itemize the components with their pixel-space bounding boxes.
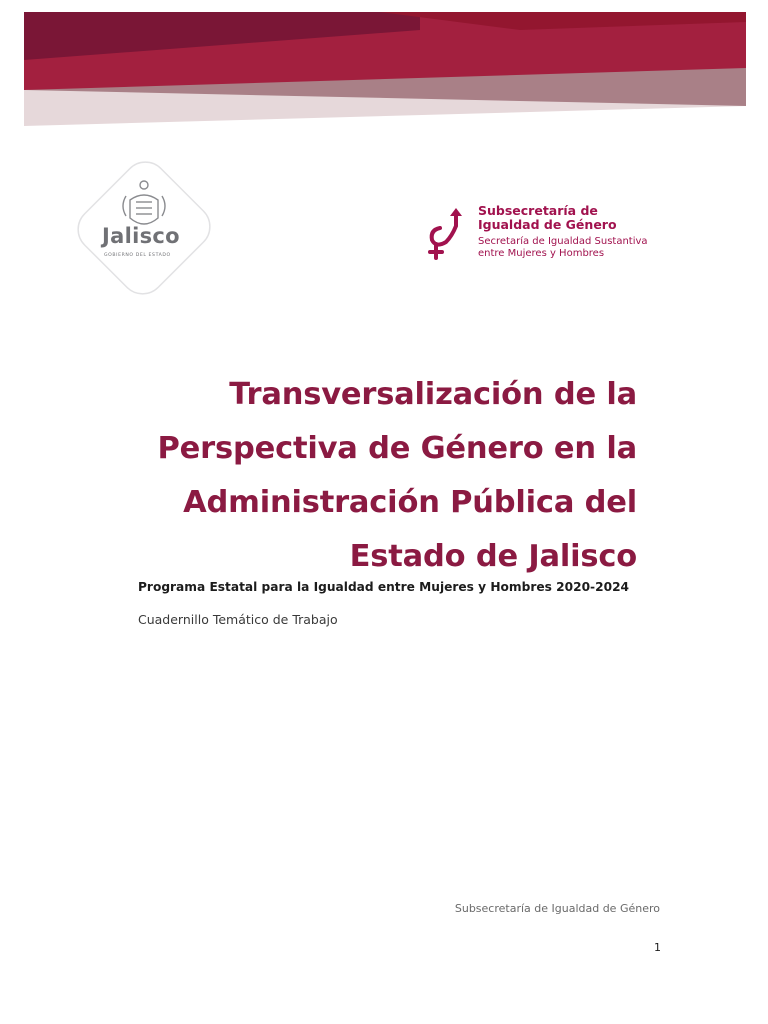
jalisco-logo-subtitle: GOBIERNO DEL ESTADO	[104, 253, 171, 258]
subsecretaria-logo	[478, 204, 678, 260]
document-title	[158, 368, 637, 584]
title-line-2: Perspectiva de Género en la	[157, 431, 637, 466]
title-line-1: Transversalización de la	[229, 377, 637, 412]
page-number: 1	[654, 941, 661, 954]
subsecretaria-line3: Secretaría de Igualdad Sustantiva	[478, 236, 648, 247]
header-banner	[0, 0, 768, 140]
jalisco-logo-text: Jalisco	[102, 224, 180, 248]
title-line-3: Administración Pública del	[183, 485, 637, 520]
subsecretaria-title-line2: Igualdad de Género	[478, 217, 617, 232]
subsecretaria-line4: entre Mujeres y Hombres	[478, 248, 605, 259]
subsecretaria-title-line1: Subsecretaría de	[478, 203, 598, 218]
notebook-subtitle: Cuadernillo Temático de Trabajo	[138, 612, 338, 627]
gender-equality-symbol-icon	[426, 208, 470, 260]
program-subtitle: Programa Estatal para la Igualdad entre Mujeres y Hombres 2020-2024	[138, 580, 630, 594]
title-line-4: Estado de Jalisco	[349, 539, 637, 574]
footer-organization: Subsecretaría de Igualdad de Género	[454, 902, 660, 915]
